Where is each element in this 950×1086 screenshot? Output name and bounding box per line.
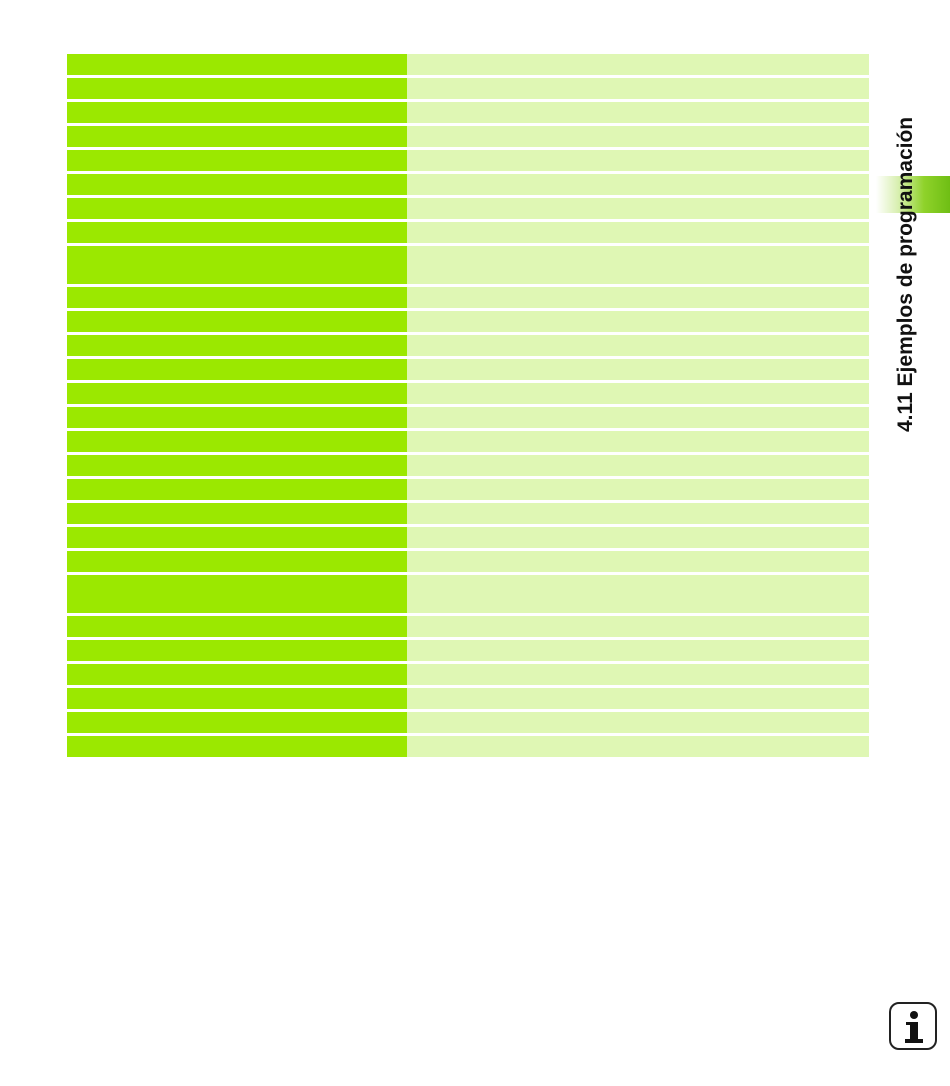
table-row [67,150,869,171]
table-cell-label [67,455,407,476]
table-row [67,431,869,452]
table-cell-label [67,198,407,219]
table-cell-label [67,126,407,147]
table-cell-description [407,102,869,123]
table-row [67,640,869,661]
table-cell-label [67,102,407,123]
table-cell-label [67,383,407,404]
table-cell-label [67,575,407,613]
table-cell-description [407,664,869,685]
table-row [67,688,869,709]
table-cell-description [407,222,869,243]
table-row [67,551,869,572]
table-cell-description [407,640,869,661]
table-row [67,126,869,147]
table-cell-label [67,503,407,524]
table-cell-description [407,359,869,380]
table-row [67,54,869,75]
table-cell-description [407,479,869,500]
table-cell-description [407,174,869,195]
table-row [67,287,869,308]
table-row [67,503,869,524]
table-cell-label [67,54,407,75]
table-row [67,575,869,613]
table-cell-label [67,479,407,500]
table-cell-label [67,431,407,452]
chapter-heading-text: 4.11 Ejemplos de programación [894,116,917,432]
table-row [67,246,869,284]
table-row [67,383,869,404]
table-row [67,736,869,757]
table-cell-label [67,736,407,757]
table-cell-description [407,383,869,404]
table-cell-description [407,246,869,284]
table-cell-description [407,688,869,709]
table-row [67,455,869,476]
table-cell-description [407,54,869,75]
table-cell-label [67,688,407,709]
table-cell-label [67,222,407,243]
table-row [67,335,869,356]
table-cell-label [67,407,407,428]
table-cell-description [407,455,869,476]
table-cell-description [407,616,869,637]
table-cell-label [67,335,407,356]
table-cell-label [67,527,407,548]
table-cell-description [407,431,869,452]
table-row [67,479,869,500]
table-cell-label [67,174,407,195]
table-cell-label [67,78,407,99]
info-icon-dot [910,1011,918,1019]
table-row [67,527,869,548]
table-cell-description [407,503,869,524]
table-cell-description [407,575,869,613]
table-cell-description [407,527,869,548]
table-row [67,712,869,733]
table-cell-label [67,616,407,637]
table-cell-label [67,664,407,685]
table-cell-description [407,287,869,308]
info-icon-stem [910,1022,918,1039]
table-row [67,102,869,123]
table-cell-description [407,78,869,99]
table-row [67,78,869,99]
table-cell-label [67,712,407,733]
table-cell-label [67,311,407,332]
table-cell-description [407,198,869,219]
table-row [67,222,869,243]
table-cell-description [407,551,869,572]
table-cell-description [407,407,869,428]
table-cell-description [407,311,869,332]
table-row [67,359,869,380]
table-cell-label [67,150,407,171]
table-row [67,198,869,219]
info-icon [889,1002,937,1050]
table-cell-label [67,287,407,308]
table-cell-description [407,126,869,147]
table-cell-description [407,736,869,757]
table-cell-label [67,551,407,572]
chapter-heading [878,60,938,440]
table-row [67,174,869,195]
table-cell-label [67,640,407,661]
table-cell-description [407,150,869,171]
table-cell-label [67,246,407,284]
table-row [67,616,869,637]
table-cell-label [67,359,407,380]
table-row [67,664,869,685]
table-cell-description [407,335,869,356]
table-row [67,407,869,428]
table-row [67,311,869,332]
info-icon-base [905,1039,923,1043]
program-table [67,54,869,760]
table-cell-description [407,712,869,733]
